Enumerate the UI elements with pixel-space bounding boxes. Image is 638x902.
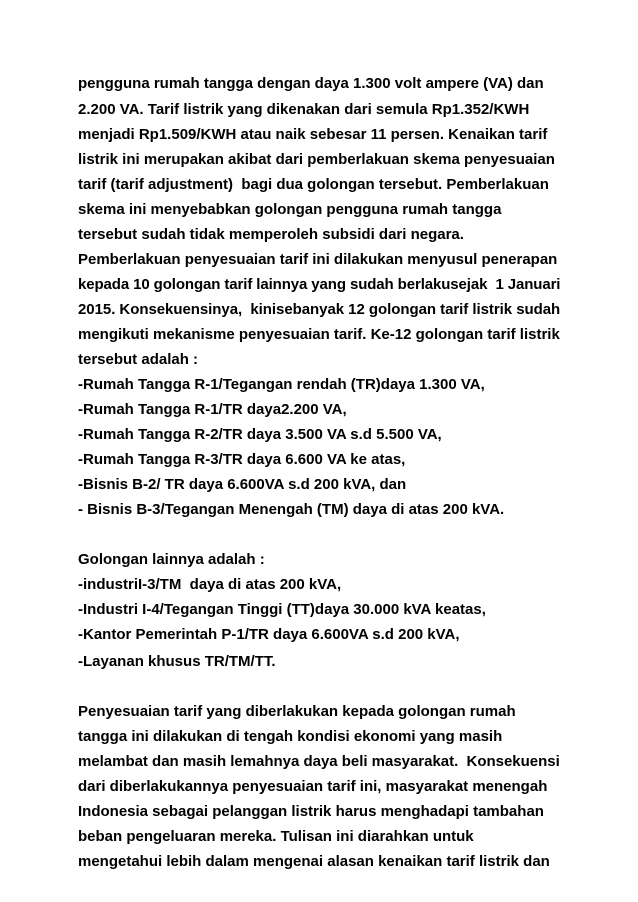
- text-line: beban pengeluaran mereka. Tulisan ini diarahkan untuk: [78, 828, 474, 845]
- text-line: dari diberlakukannya penyesuaian tarif ini, masyarakat menengah: [78, 778, 548, 795]
- text-line: tersebut adalah :: [78, 351, 199, 368]
- list-item: -Rumah Tangga R-1/TR daya2.200 VA,: [78, 401, 347, 418]
- text-line: menjadi Rp1.509/KWH atau naik sebesar 11 persen. Kenaikan tarif: [78, 126, 548, 143]
- text-line: Penyesuaian tarif yang diberlakukan kepada golongan rumah: [78, 703, 516, 720]
- list-item: -Bisnis B-2/ TR daya 6.600VA s.d 200 kVA, dan: [78, 476, 407, 493]
- text-line: kepada 10 golongan tarif lainnya yang sudah berlakusejak 1 Januari: [78, 276, 561, 293]
- text-line: Pemberlakuan penyesuaian tarif ini dilakukan menyusul penerapan: [78, 251, 558, 268]
- list-item: - Bisnis B-3/Tegangan Menengah (TM) daya di atas 200 kVA.: [78, 501, 505, 518]
- text-line: tarif (tarif adjustment) bagi dua golongan tersebut. Pemberlakuan: [78, 176, 549, 193]
- text-line: tersebut sudah tidak memperoleh subsidi dari negara.: [78, 226, 464, 243]
- text-line: tangga ini dilakukan di tengah kondisi ekonomi yang masih: [78, 728, 503, 745]
- text-line: listrik ini merupakan akibat dari pemberlakuan skema penyesuaian: [78, 151, 555, 168]
- list-item: -Rumah Tangga R-3/TR daya 6.600 VA ke atas,: [78, 451, 406, 468]
- text-line: pengguna rumah tangga dengan daya 1.300 volt ampere (VA) dan: [78, 75, 544, 92]
- list-item: -Industri I-4/Tegangan Tinggi (TT)daya 30.000 kVA keatas,: [78, 601, 486, 618]
- text-line: melambat dan masih lemahnya daya beli masyarakat. Konsekuensi: [78, 753, 560, 770]
- text-line: Indonesia sebagai pelanggan listrik harus menghadapi tambahan: [78, 803, 544, 820]
- text-line: 2015. Konsekuensinya, kinisebanyak 12 golongan tarif listrik sudah: [78, 301, 561, 318]
- text-line: mengikuti mekanisme penyesuaian tarif. Ke-12 golongan tarif listrik: [78, 326, 560, 343]
- list-item: -industriI-3/TM daya di atas 200 kVA,: [78, 576, 342, 593]
- text-line: 2.200 VA. Tarif listrik yang dikenakan dari semula Rp1.352/KWH: [78, 101, 530, 118]
- text-line: mengetahui lebih dalam mengenai alasan kenaikan tarif listrik dan: [78, 853, 550, 870]
- text-line: Golongan lainnya adalah :: [78, 551, 265, 568]
- list-item: -Rumah Tangga R-2/TR daya 3.500 VA s.d 5.500 VA,: [78, 426, 442, 443]
- text-line: skema ini menyebabkan golongan pengguna rumah tangga: [78, 201, 502, 218]
- list-item: -Layanan khusus TR/TM/TT.: [78, 653, 276, 670]
- list-item: -Kantor Pemerintah P-1/TR daya 6.600VA s.d 200 kVA,: [78, 626, 460, 643]
- list-item: -Rumah Tangga R-1/Tegangan rendah (TR)daya 1.300 VA,: [78, 376, 485, 393]
